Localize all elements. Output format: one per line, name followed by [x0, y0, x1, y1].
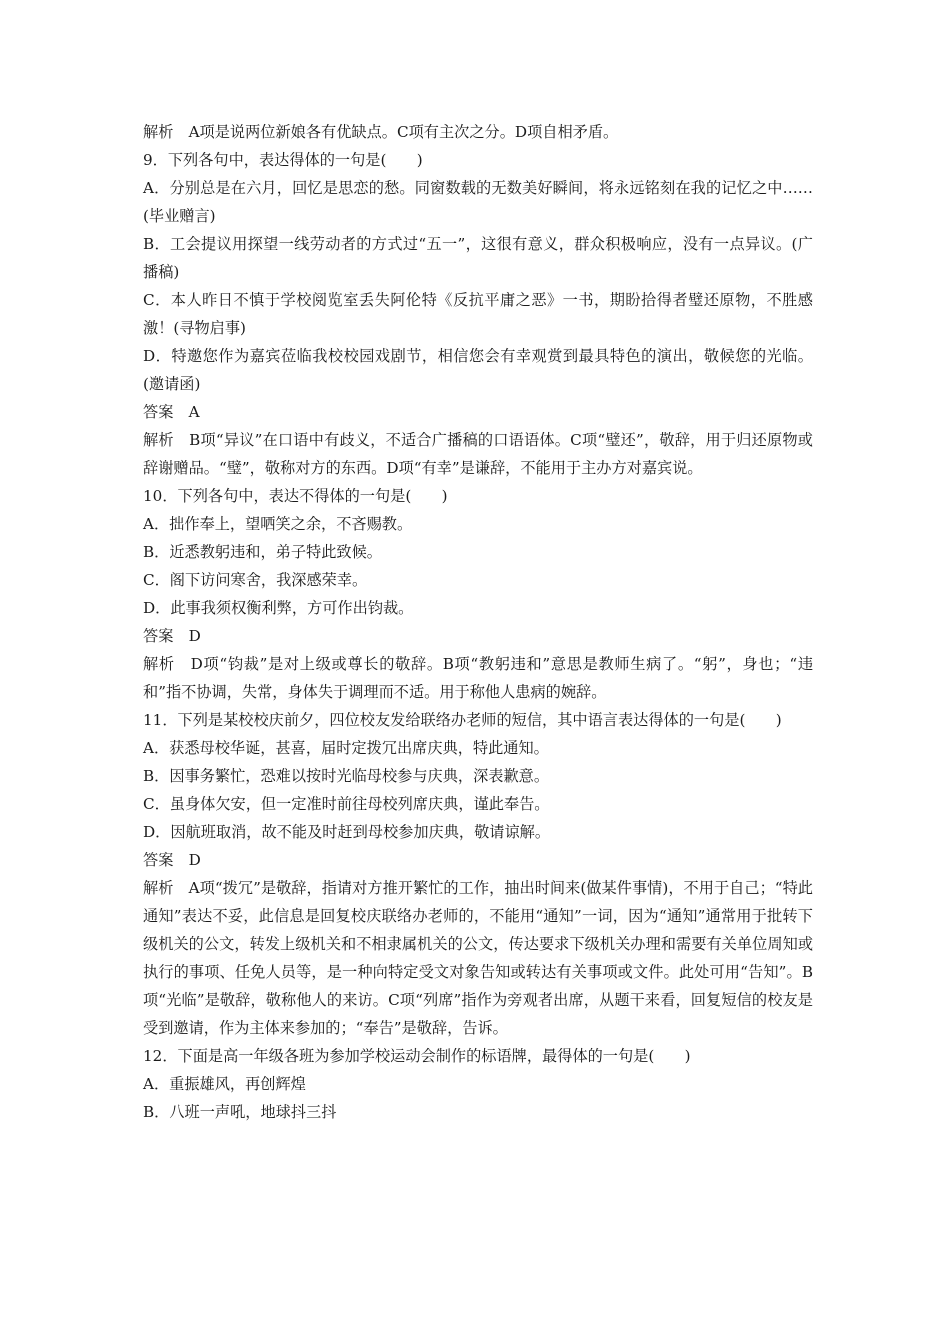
document-page — [143, 118, 813, 1126]
option-paragraph: A．获悉母校华诞，甚喜，届时定拨冗出席庆典，特此通知。 — [143, 739, 549, 757]
option-paragraph: D．特邀您作为嘉宾莅临我校校园戏剧节，相信您会有幸观赏到最具特色的演出，敬候您的光临。(邀请函) — [143, 347, 813, 393]
option-paragraph: D．此事我须权衡利弊，方可作出钧裁。 — [143, 599, 414, 617]
analysis-paragraph: 解析 A项“拨冗”是敬辞，指请对方推开繁忙的工作，抽出时间来(做某件事情)，不用于自己；“特此通知”表达不妥，此信息是回复校庆联络办老师的，不能用“通知”一词，因为“通知”通常用于批转下级机关的公文，转发上级机关和不相隶属机关的公文，传达要求下级机关办理和需要有关单位周知或执行的事项、任免人员等，是一种向特定受文对象告知或转达有关事项或文件。此处可用“告知”。B项“光临”是敬辞，敬称他人的来访。C项“列席”指作为旁观者出席，从题干来看，回复短信的校友是受到邀请，作为主体来参加的；“奉告”是敬辞，告诉。 — [143, 879, 813, 1037]
analysis-paragraph: 解析 D项“钧裁”是对上级或尊长的敬辞。B项“教躬违和”意思是教师生病了。“躬”，身也；“违和”指不协调，失常，身体失于调理而不适。用于称他人患病的婉辞。 — [143, 655, 814, 701]
answer-paragraph: 答案 D — [143, 627, 201, 645]
option-paragraph: B．近悉教躬违和，弟子特此致候。 — [143, 543, 382, 561]
question-paragraph: 9．下列各句中，表达得体的一句是( ) — [143, 151, 423, 169]
analysis-paragraph: 解析 A项是说两位新娘各有优缺点。C项有主次之分。D项自相矛盾。 — [143, 123, 619, 141]
answer-paragraph: 答案 A — [143, 403, 200, 421]
option-paragraph: C．虽身体欠安，但一定准时前往母校列席庆典，谨此奉告。 — [143, 795, 550, 813]
option-paragraph: B．因事务繁忙，恐难以按时光临母校参与庆典，深表歉意。 — [143, 767, 550, 785]
question-paragraph: 11．下列是某校校庆前夕，四位校友发给联络办老师的短信，其中语言表达得体的一句是( ) — [143, 711, 782, 729]
answer-paragraph: 答案 D — [143, 851, 201, 869]
option-paragraph: C．本人昨日不慎于学校阅览室丢失阿伦特《反抗平庸之恶》一书，期盼拾得者璧还原物，不胜感激！(寻物启事) — [143, 291, 813, 337]
option-paragraph: A．分别总是在六月，回忆是思恋的愁。同窗数载的无数美好瞬间，将永远铭刻在我的记忆之中……(毕业赠言) — [143, 179, 813, 225]
question-paragraph: 12．下面是高一年级各班为参加学校运动会制作的标语牌，最得体的一句是( ) — [143, 1047, 691, 1065]
analysis-paragraph: 解析 B项“异议”在口语中有歧义，不适合广播稿的口语语体。C项“璧还”，敬辞，用于归还原物或辞谢赠品。“璧”，敬称对方的东西。D项“有幸”是谦辞，不能用于主办方对嘉宾说。 — [143, 431, 813, 477]
option-paragraph: C．阁下访问寒舍，我深感荣幸。 — [143, 571, 368, 589]
option-paragraph: B．工会提议用探望一线劳动者的方式过“五一”，这很有意义，群众积极响应，没有一点异议。(广播稿) — [143, 235, 813, 281]
option-paragraph: A．重振雄风，再创辉煌 — [143, 1075, 306, 1093]
option-paragraph: B．八班一声吼，地球抖三抖 — [143, 1103, 337, 1121]
option-paragraph: D．因航班取消，故不能及时赶到母校参加庆典，敬请谅解。 — [143, 823, 551, 841]
option-paragraph: A．拙作奉上，望哂笑之余，不吝赐教。 — [143, 515, 413, 533]
question-paragraph: 10．下列各句中，表达不得体的一句是( ) — [143, 487, 448, 505]
